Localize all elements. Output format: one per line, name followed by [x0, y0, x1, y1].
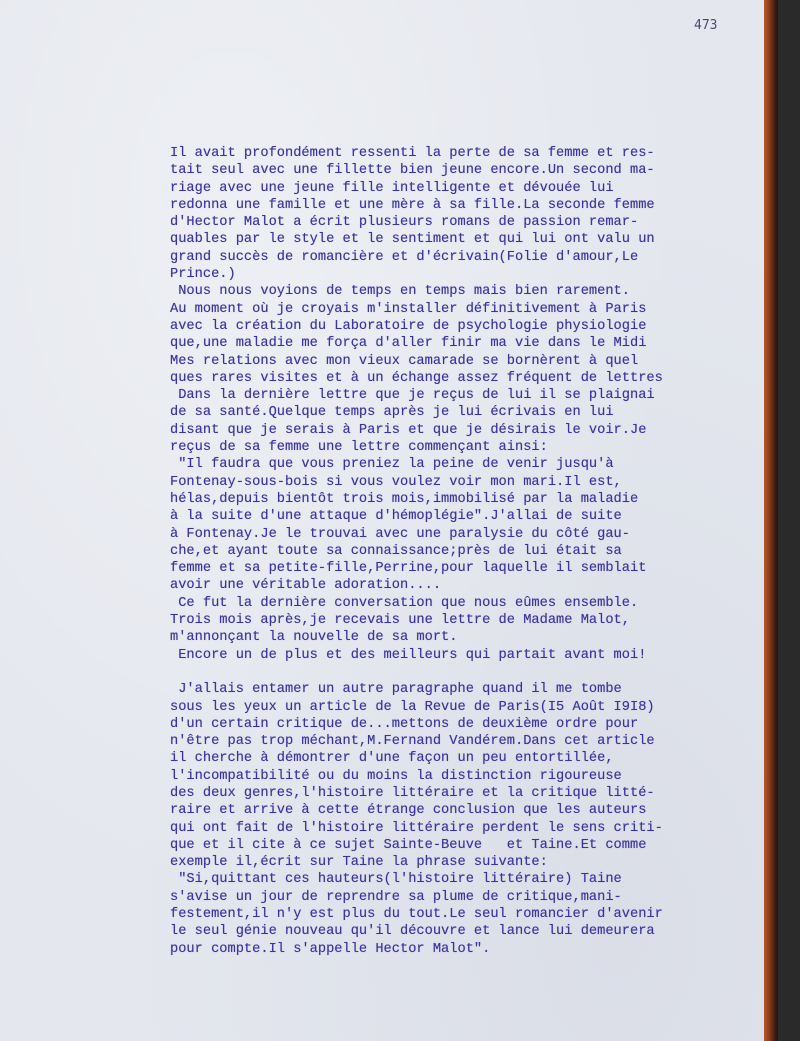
text-line: J'allais entamer un autre paragraphe quand il me tombe: [170, 682, 622, 698]
text-line: reçus de sa femme une lettre commençant ainsi:: [170, 440, 548, 456]
text-line: sous les yeux un article de la Revue de Paris(I5 Août I9I8): [170, 699, 655, 715]
text-line: des deux genres,l'histoire littéraire et la critique litté-: [170, 785, 655, 801]
text-line: avoir une véritable adoration....: [170, 578, 442, 594]
text-line: de sa santé.Quelque temps après je lui écrivais en lui: [170, 405, 614, 421]
text-line: Fontenay-sous-bois si vous voulez voir mon mari.Il est,: [170, 474, 622, 490]
page-number: 473: [694, 18, 718, 33]
text-line: disant que je serais à Paris et que je désirais le voir.Je: [170, 422, 647, 438]
text-line: n'être pas trop méchant,M.Fernand Vandérem.Dans cet article: [170, 734, 655, 750]
text-line: d'un certain critique de...mettons de deuxième ordre pour: [170, 716, 639, 732]
text-line: [170, 664, 770, 681]
text-line: redonna une famille et une mère à sa fille.La seconde femme: [170, 197, 655, 213]
page-edge: [764, 0, 778, 1041]
text-line: "Il faudra que vous preniez la peine de venir jusqu'à: [170, 457, 614, 473]
text-line: à la suite d'une attaque d'hémoplégie".J'allai de suite: [170, 509, 622, 525]
text-line: Ce fut la dernière conversation que nous eûmes ensemble.: [170, 595, 639, 611]
text-line: tait seul avec une fillette bien jeune encore.Un second ma-: [170, 163, 655, 179]
text-line: l'incompatibilité ou du moins la distinction rigoureuse: [170, 768, 622, 784]
text-line: m'annonçant la nouvelle de sa mort.: [170, 630, 458, 646]
text-line: il cherche à démontrer d'une façon un peu entortillée,: [170, 751, 614, 767]
text-line: que,une maladie me força d'aller finir ma vie dans le Midi: [170, 336, 647, 352]
text-line: d'Hector Malot a écrit plusieurs romans de passion remar-: [170, 215, 639, 231]
text-line: ques rares visites et à un échange assez fréquent de lettres: [170, 370, 663, 386]
text-line: s'avise un jour de reprendre sa plume de critique,mani-: [170, 889, 622, 905]
text-line: che,et ayant toute sa connaissance;près de lui était sa: [170, 543, 622, 559]
text-line: Il avait profondément ressenti la perte de sa femme et res-: [170, 146, 655, 161]
text-line: exemple il,écrit sur Taine la phrase suivante:: [170, 855, 548, 871]
text-line: Au moment où je croyais m'installer définitivement à Paris: [170, 301, 647, 317]
text-line: à Fontenay.Je le trouvai avec une paralysie du côté gau-: [170, 526, 630, 542]
text-line: le seul génie nouveau qu'il découvre et lance lui demeurera: [170, 924, 655, 940]
text-line: riage avec une jeune fille intelligente et dévouée lui: [170, 180, 614, 196]
text-line: Encore un de plus et des meilleurs qui partait avant moi!: [170, 647, 647, 663]
text-line: femme et sa petite-fille,Perrine,pour laquelle il semblait: [170, 561, 647, 577]
text-line: que et il cite à ce sujet Sainte-Beuve et Taine.Et comme: [170, 837, 647, 853]
text-line: grand succès de romancière et d'écrivain(Folie d'amour,Le: [170, 249, 639, 265]
text-line: avec la création du Laboratoire de psychologie physiologie: [170, 318, 647, 334]
text-line: raire et arrive à cette étrange conclusion que les auteurs: [170, 803, 647, 819]
text-line: festement,il n'y est plus du tout.Le seul romancier d'avenir: [170, 907, 663, 923]
text-line: quables par le style et le sentiment et qui lui ont valu un: [170, 232, 655, 248]
text-line: pour compte.Il s'appelle Hector Malot".: [170, 941, 491, 957]
text-line: Dans la dernière lettre que je reçus de lui il se plaignai: [170, 388, 655, 404]
text-line: Prince.): [170, 267, 236, 283]
text-line: Nous nous voyions de temps en temps mais bien rarement.: [170, 284, 630, 300]
text-line: "Si,quittant ces hauteurs(l'histoire littéraire) Taine: [170, 872, 622, 888]
text-line: Trois mois après,je recevais une lettre de Madame Malot,: [170, 613, 630, 629]
text-line: Mes relations avec mon vieux camarade se bornèrent à quel: [170, 353, 639, 369]
text-line: qui ont fait de l'histoire littéraire perdent le sens criti-: [170, 820, 663, 836]
typed-text-body: [170, 145, 770, 958]
text-line: hélas,depuis bientôt trois mois,immobilisé par la maladie: [170, 491, 639, 507]
